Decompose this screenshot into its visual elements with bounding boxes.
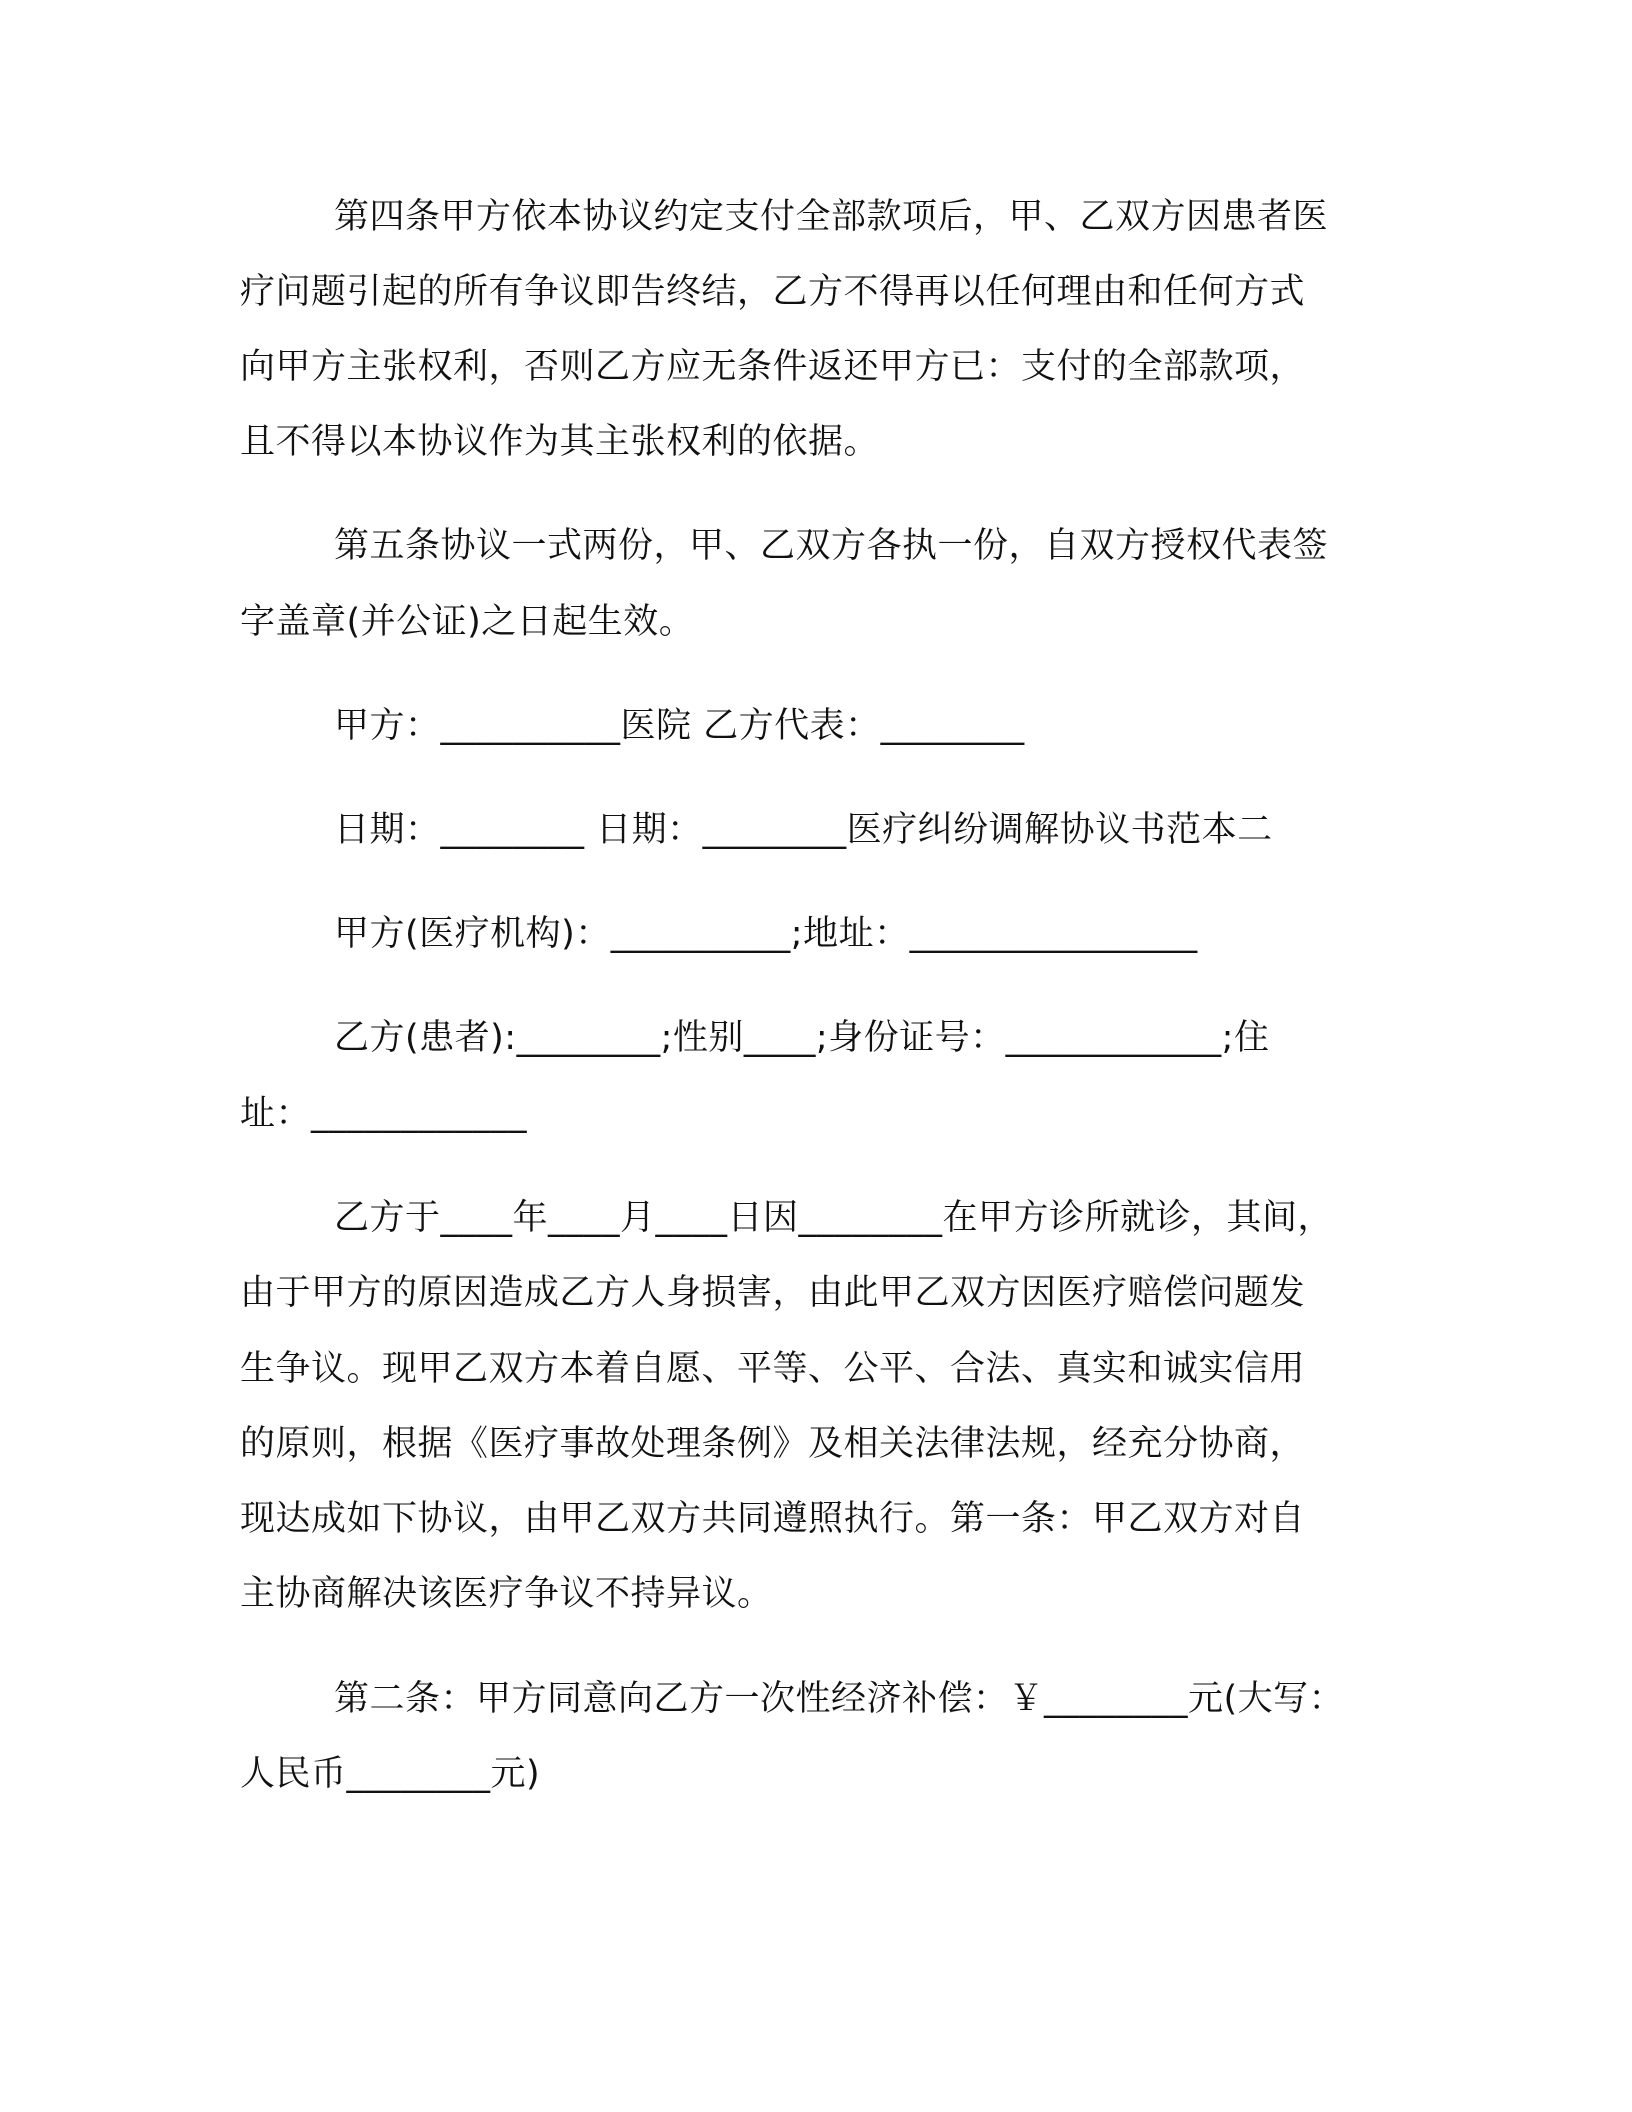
article-4-line-4: 且不得以本协议作为其主张权利的依据。	[240, 422, 880, 462]
article-5-line-1: 第五条协议一式两份，甲、乙双方各执一份，自双方授权代表签	[334, 526, 1329, 566]
party-b-info-line-1: 乙方(患者):________;性别____;身份证号：____________;住	[334, 1018, 1270, 1058]
article-2-line-2: 人民币________元)	[240, 1754, 541, 1794]
preamble-line-4: 的原则，根据《医疗事故处理条例》及相关法律法规，经充分协商，	[240, 1424, 1306, 1464]
party-b-info-line-2: 址：____________	[240, 1094, 528, 1134]
preamble-line-2: 由于甲方的原因造成乙方人身损害，由此甲乙双方因医疗赔偿问题发	[240, 1273, 1306, 1313]
article-4-line-2: 疗问题引起的所有争议即告终结，乙方不得再以任何理由和任何方式	[240, 272, 1306, 312]
preamble-line-3: 生争议。现甲乙双方本着自愿、平等、公平、合法、真实和诚实信用	[240, 1349, 1306, 1389]
article-4-line-3: 向甲方主张权利，否则乙方应无条件返还甲方已：支付的全部款项，	[240, 347, 1306, 387]
preamble-line-5: 现达成如下协议，由甲乙双方共同遵照执行。第一条：甲乙双方对自	[240, 1499, 1306, 1539]
preamble-line-6: 主协商解决该医疗争议不持异议。	[240, 1574, 773, 1614]
party-a-info-line: 甲方(医疗机构)：__________;地址：________________	[334, 914, 1198, 954]
article-4-line-1: 第四条甲方依本协议约定支付全部款项后，甲、乙双方因患者医	[334, 197, 1329, 237]
article-2-line-1: 第二条：甲方同意向乙方一次性经济补偿：￥________元(大写：	[334, 1679, 1345, 1719]
signature-party-line: 甲方：__________医院 乙方代表：________	[334, 706, 1025, 746]
article-5-line-2: 字盖章(并公证)之日起生效。	[240, 602, 695, 642]
preamble-line-1: 乙方于____年____月____日因________在甲方诊所就诊，其间，	[334, 1198, 1334, 1238]
signature-date-line: 日期：________ 日期：________医疗纠纷调解协议书范本二	[334, 810, 1273, 850]
